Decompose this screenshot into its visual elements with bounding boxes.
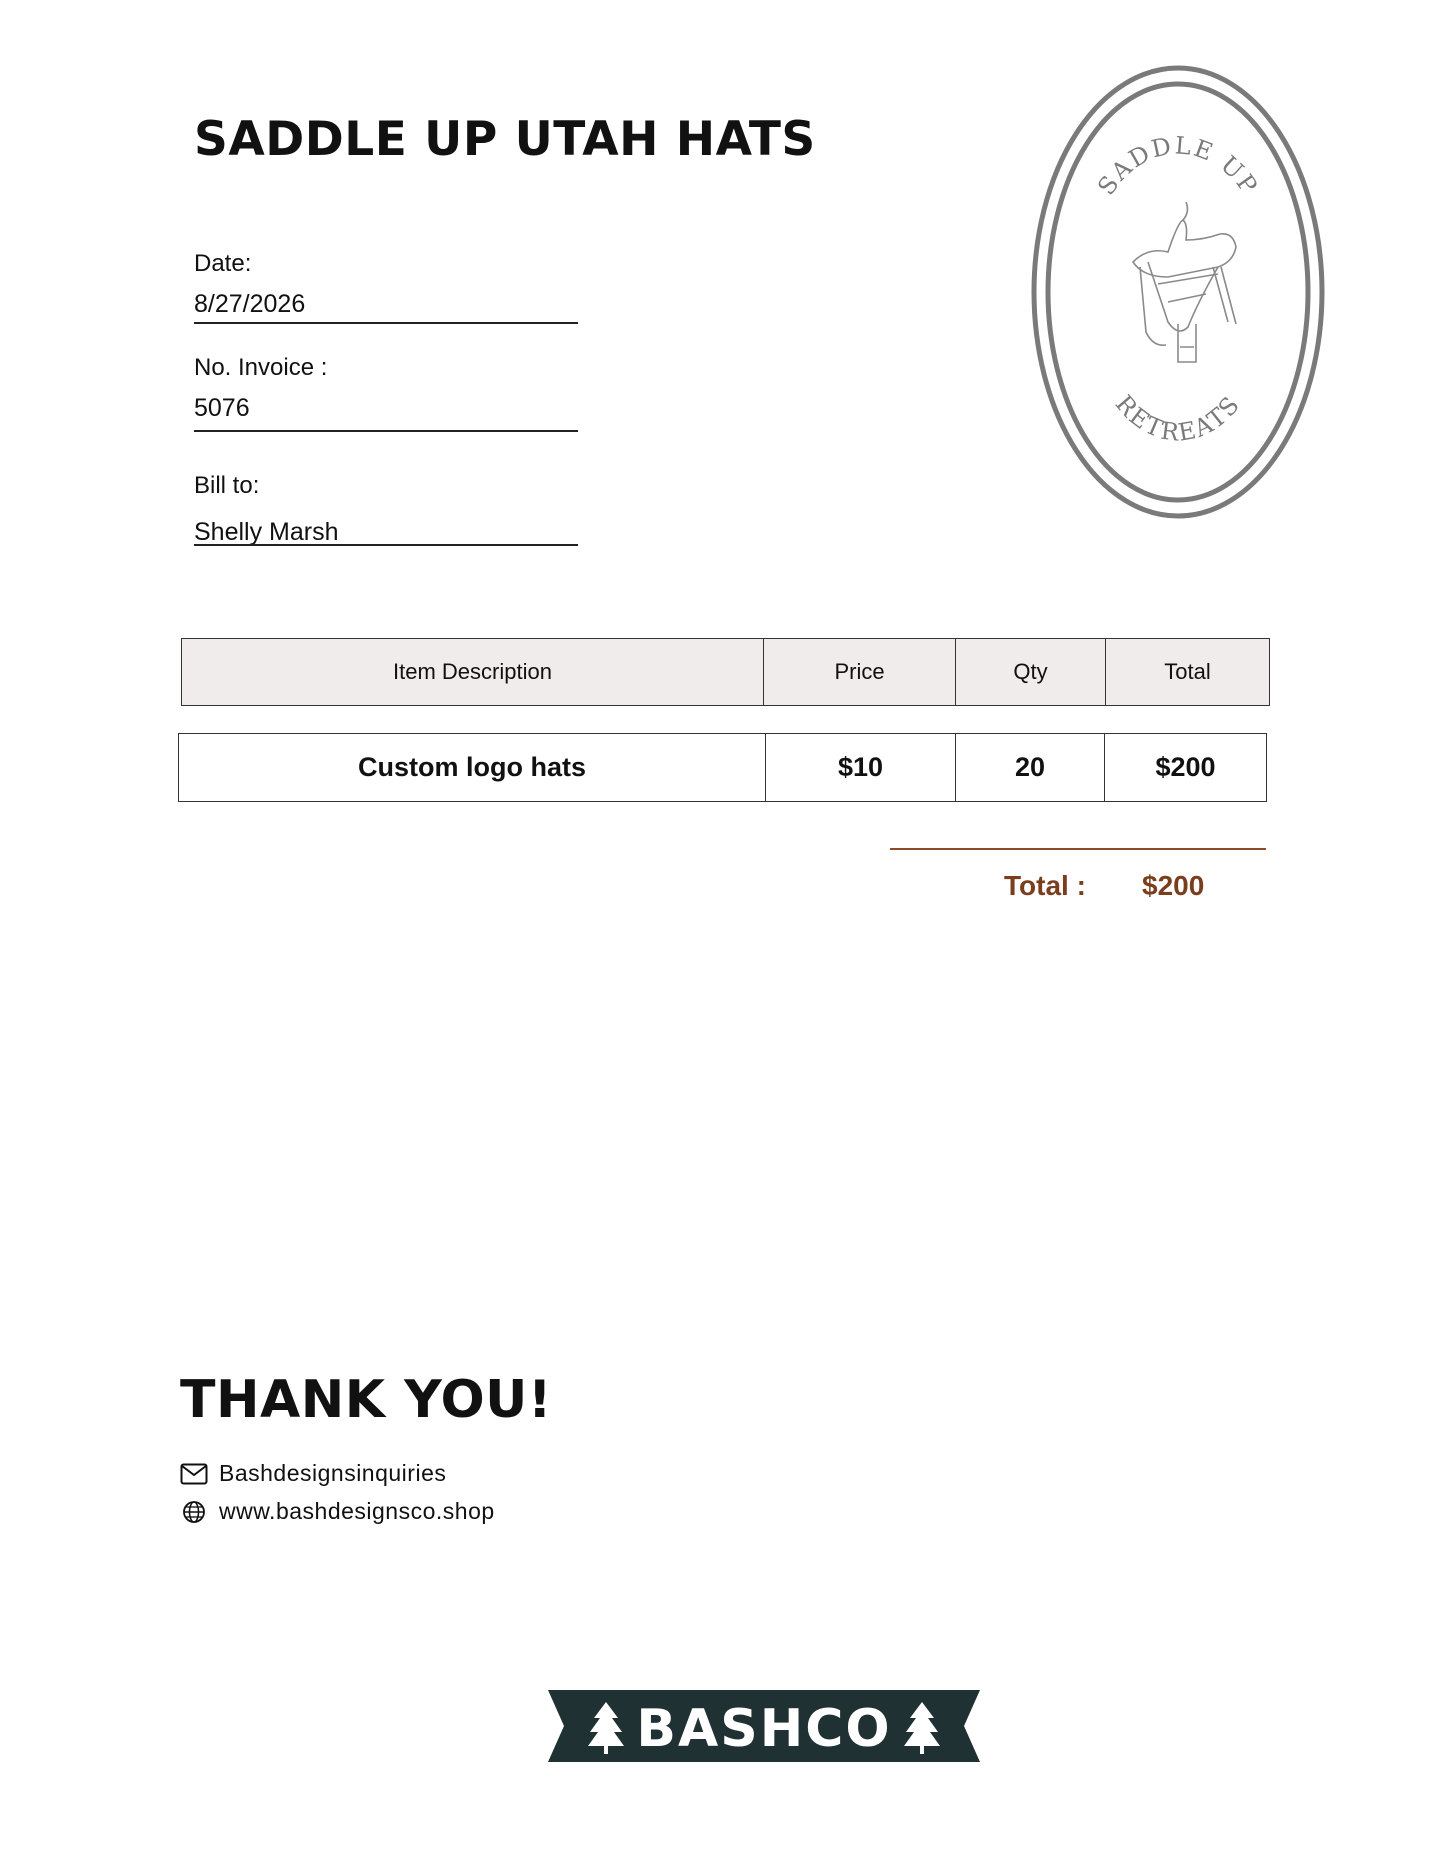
col-header-qty: Qty [956,639,1106,706]
bill-to-label: Bill to: [194,472,260,499]
invoice-number-value: 5076 [194,394,250,422]
website-link[interactable]: www.bashdesignsco.shop [219,1498,495,1524]
email-link[interactable]: Bashdesignsinquiries [219,1460,447,1486]
cell-price: $10 [766,734,956,802]
col-header-item-description: Item Description [182,639,764,706]
svg-text:SADDLE UP [1092,131,1264,200]
date-label: Date: [194,250,252,277]
globe-icon [182,1500,206,1524]
logo-bottom-text: RETREATS [1109,389,1247,447]
cell-item-description: Custom logo hats [179,734,766,802]
total-divider [890,848,1266,850]
col-header-price: Price [764,639,956,706]
company-title: SADDLE UP UTAH HATS [194,112,816,167]
col-header-total: Total [1106,639,1270,706]
bill-to-value: Shelly Marsh [194,518,339,546]
grand-total-label: Total : [1004,870,1086,901]
bill-to-underline [194,544,578,546]
saddle-icon [1133,202,1236,362]
cell-qty: 20 [956,734,1105,802]
cell-total: $200 [1105,734,1267,802]
svg-text:RETREATS [1110,390,1246,447]
invoice-underline [194,430,578,432]
bashco-banner-logo [548,1688,980,1764]
date-value: 8/27/2026 [194,290,306,318]
envelope-icon [180,1463,208,1485]
items-table [178,733,1267,802]
date-underline [194,322,578,324]
brand-name: BASHCO [636,1699,892,1759]
thank-you-heading: THANK YOU! [180,1370,553,1430]
invoice-number-label: No. Invoice : [194,354,328,381]
saddle-up-retreats-logo [1028,62,1328,522]
table-row [179,734,1267,802]
items-header-table [181,638,1270,706]
grand-total-value: $200 [1142,870,1205,901]
table-header-row [182,639,1270,706]
logo-top-text: SADDLE UP [1092,131,1264,201]
